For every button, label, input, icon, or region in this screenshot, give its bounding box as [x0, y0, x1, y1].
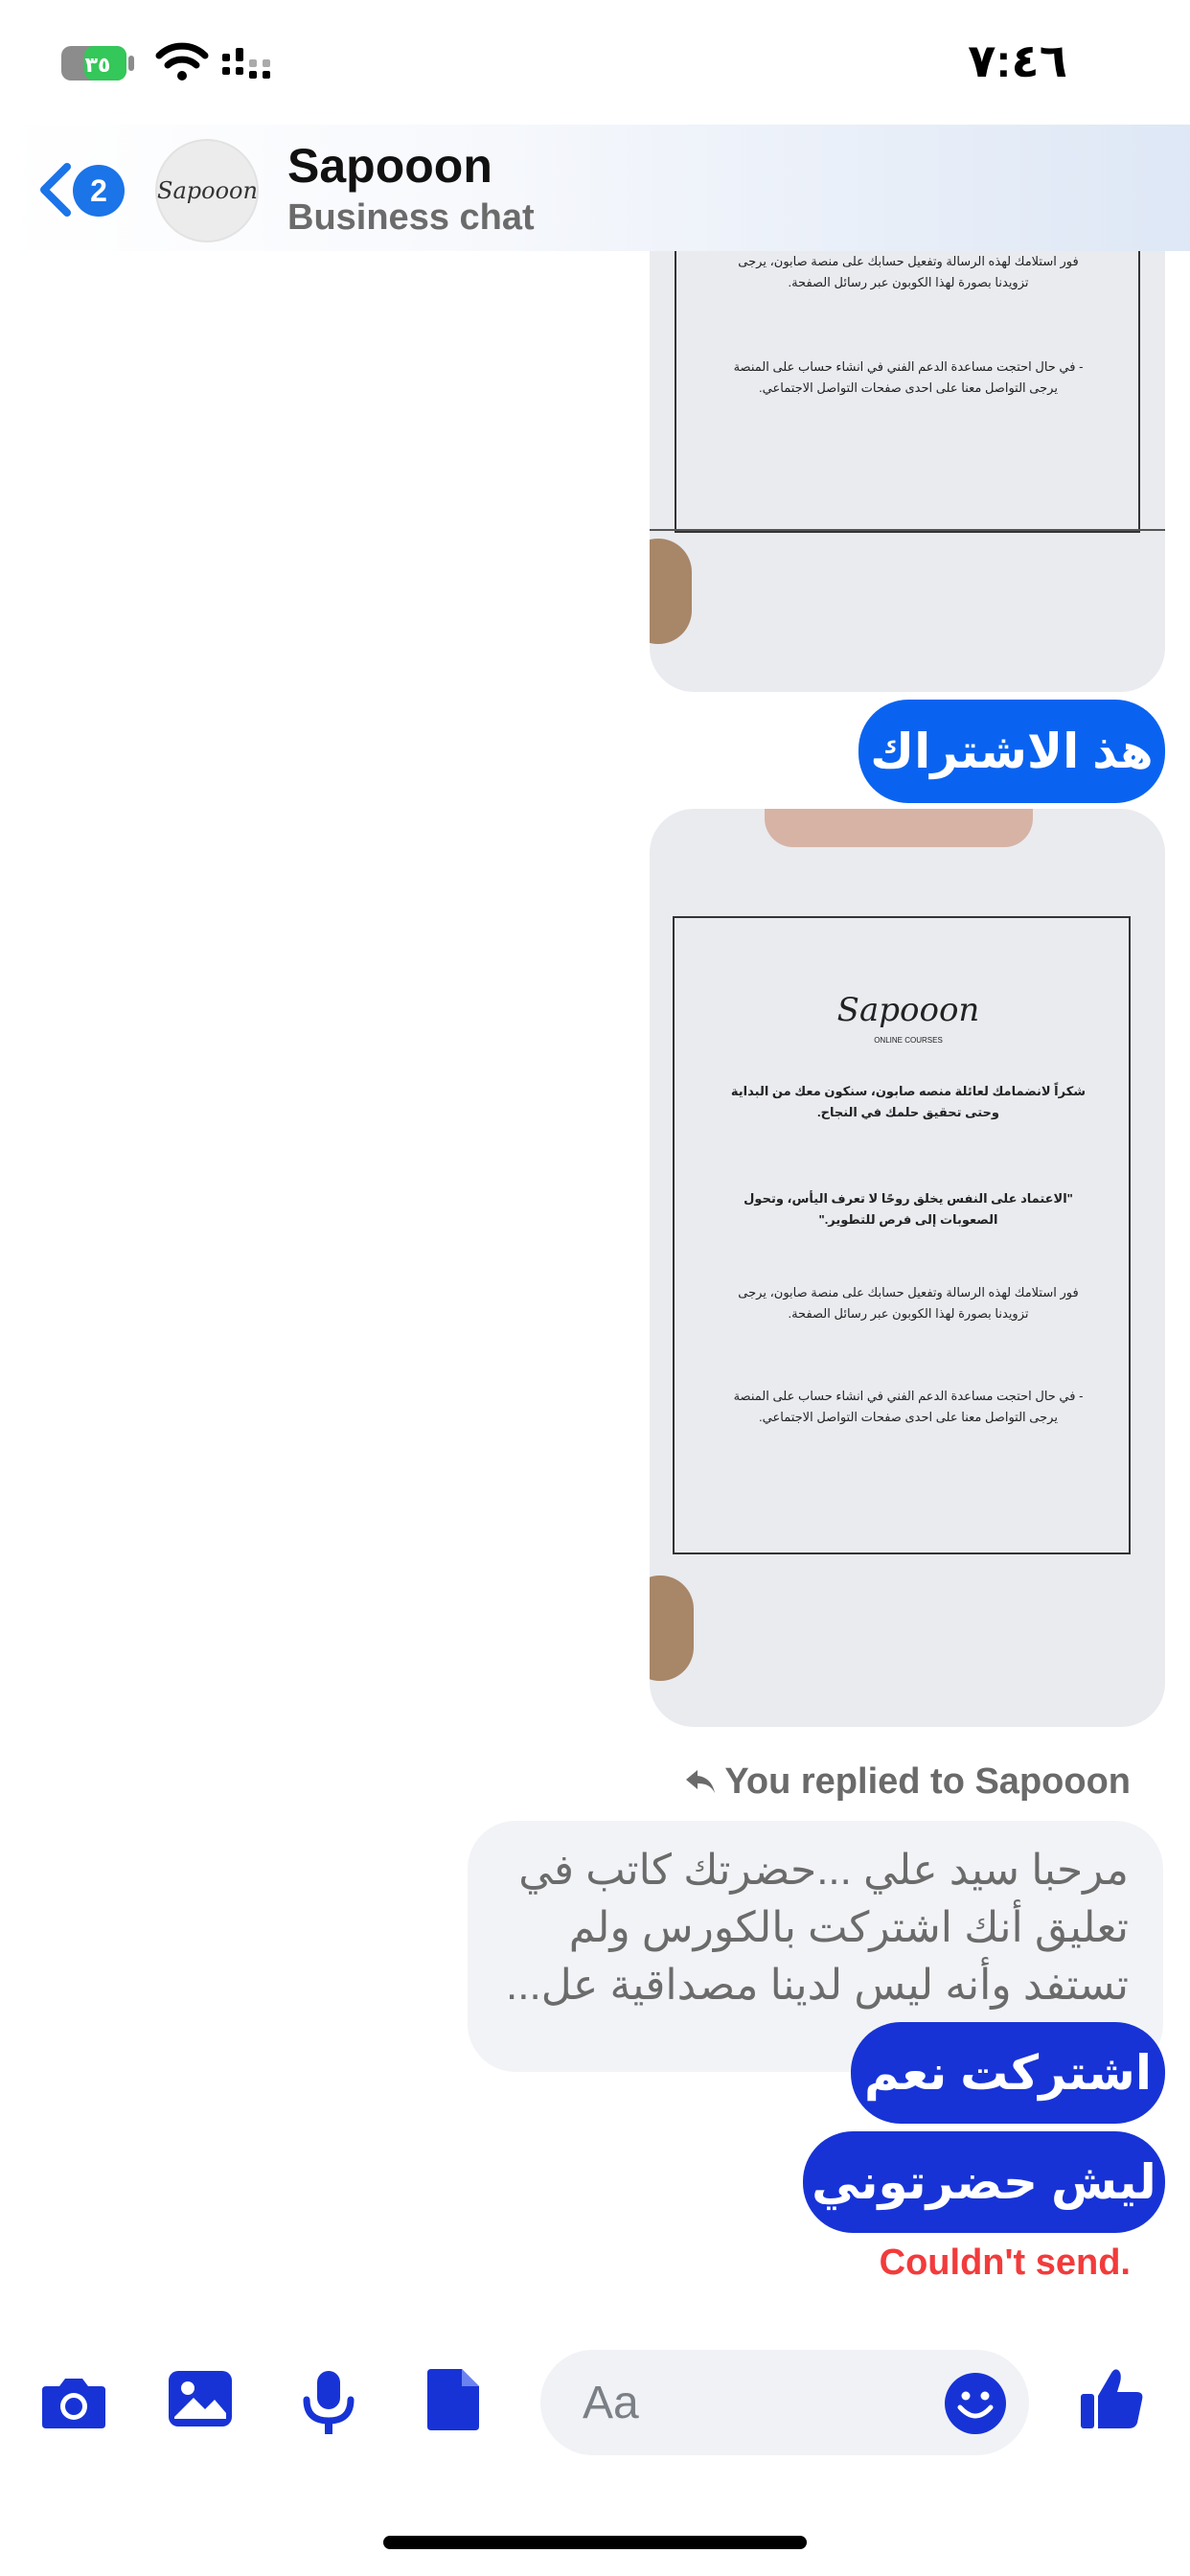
gallery-button[interactable] [165, 2363, 236, 2434]
coupon-text-line: شكراً لانضمامك لعائلة منصه صابون، سنكون معك من البداية وحتى تحقيق حلمك في النجاح. [730, 1084, 1087, 1119]
coupon-text-line: - في حال احتجت مساعدة الدعم الفني في انشاء حساب على المنصة يرجى التواصل معنا على احدى صفحات التواصل الاجتماعي. [733, 1389, 1084, 1424]
coupon-text-line: فور استلامك لهذه الرسالة وتفعيل حسابك على منصة صابون، يرجى تزويدنا بصورة لهذا الكوبون عبر رسائل الصفحة. [738, 254, 1079, 289]
document-icon [420, 2363, 491, 2434]
unread-badge[interactable]: 2 [73, 165, 125, 217]
microphone-icon [293, 2367, 364, 2438]
photo-icon [165, 2363, 236, 2434]
image-message-2[interactable] [650, 809, 1165, 1727]
reply-label-text: You replied to Sapooon [724, 1761, 1131, 1802]
reply-context-label [684, 1761, 1131, 1803]
coupon-logo-sub: ONLINE COURSES [874, 1036, 943, 1045]
back-button[interactable] [34, 161, 77, 218]
coupon-text-line: "الاعتماد على النفس يخلق روحًا لا تعرف اليأس، وتحول الصعوبات إلى فرص للتطوير." [744, 1191, 1073, 1227]
battery-icon [59, 42, 136, 84]
emoji-button[interactable] [943, 2371, 1008, 2436]
message-bubble-failed[interactable]: ليش حضرتوني [803, 2131, 1165, 2233]
camera-icon [38, 2367, 109, 2438]
hand-thumb [650, 1576, 694, 1681]
cellular-signal-icon [222, 46, 274, 80]
like-button[interactable] [1077, 2363, 1148, 2434]
coupon-text-line: - في حال احتجت مساعدة الدعم الفني في انشاء حساب على المنصة يرجى التواصل معنا على احدى صفحات التواصل الاجتماعي. [733, 359, 1084, 395]
coupon-logo: Sapooon [836, 991, 980, 1029]
quoted-message-text: مرحبا سيد علي ...حضرتك كاتب في تعليق أنك اشتركت بالكورس ولم تستفد وأنه ليس لدينا مصداقية عل... [506, 1847, 1129, 2009]
status-time: ٧:٤٦ [968, 36, 1067, 87]
image-message-1[interactable] [650, 251, 1165, 692]
camera-button[interactable] [38, 2367, 109, 2438]
svg-text:٣٥: ٣٥ [84, 54, 111, 78]
message-bubble-outgoing[interactable]: اشتركت نعم [851, 2022, 1165, 2124]
message-bubble-outgoing[interactable]: هذ الاشتراك [858, 700, 1165, 803]
file-button[interactable] [420, 2363, 491, 2434]
chevron-left-icon [34, 161, 77, 218]
contact-subtitle: Business chat [287, 197, 535, 238]
avatar[interactable] [155, 139, 259, 242]
reply-arrow-icon [684, 1768, 717, 1795]
smiley-icon [943, 2371, 1008, 2436]
wifi-icon [155, 42, 209, 82]
avatar-logo: Sapooon [157, 177, 258, 204]
contact-name[interactable]: Sapooon [287, 139, 492, 193]
send-error-text[interactable]: Couldn't send. [879, 2242, 1131, 2283]
message-input[interactable] [540, 2350, 1029, 2455]
coupon-text-line: فور استلامك لهذه الرسالة وتفعيل حسابك على منصة صابون، يرجى تزويدنا بصورة لهذا الكوبون عبر رسائل الصفحة. [738, 1285, 1079, 1321]
home-indicator [383, 2536, 807, 2549]
hand-thumb [650, 539, 692, 644]
thumbs-up-icon [1077, 2363, 1148, 2434]
message-input-placeholder: Aa [583, 2378, 639, 2428]
microphone-button[interactable] [293, 2367, 364, 2438]
